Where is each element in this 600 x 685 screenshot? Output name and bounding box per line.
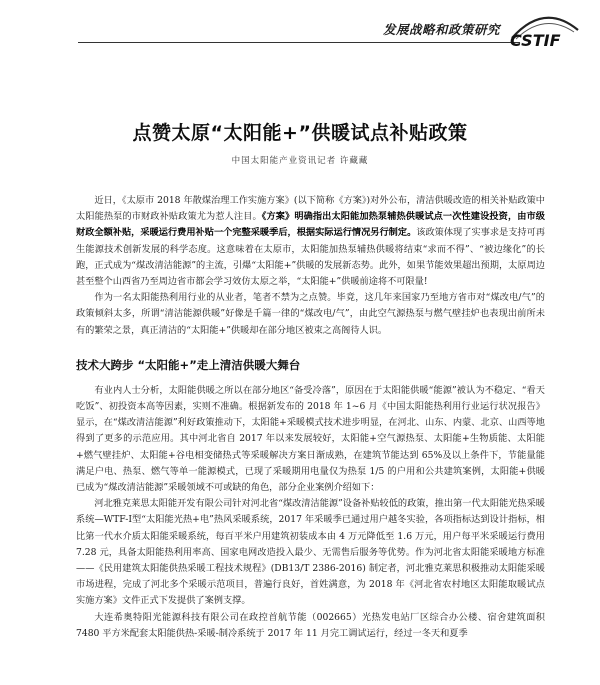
- section-title: 发展战略和政策研究: [382, 22, 500, 37]
- article-author: 中国太阳能产业资讯记者 许藏藏: [231, 156, 369, 166]
- header-rule: [78, 42, 520, 43]
- page-header: [78, 6, 582, 52]
- paragraph-4: 河北雅克莱思太阳能开发有限公司针对河北省“煤改清洁能源”设备补贴较低的政策，推出第一代太阳能光热采暖系统—WTF-Ⅰ型“太阳能光热+电”热风采暖系统，2017 年采暖季已通过用户越冬实验，各项指标达到设计指标，相比第一代水介质太阳能采暖系统，每百平米户用建筑初装成本由 4 万元降低至 1.6 万元，用户每平米采暖运行费用 7.28 元，具备太阳能热利用率高、国家电网改造投入最少、无需售后服务等优势。作为河北省太阳能采暖地方标准——《民用建筑太阳能供热采暖工程技术规程》(DB13/T 2386-2016) 制定者，河北雅克莱思积极推动太阳能采暖市场进程，完成了河北多个采暖示范项目，普遍行良好，首姓满意，为 2018 年《河北省农村地区太阳能取暖试点实施方案》文件正式下发提供了案例支撑。: [76, 498, 545, 607]
- cstif-logo: [506, 8, 582, 50]
- paragraph-3: 有业内人士分析，太阳能供暖之所以在部分地区“备受冷落”，原因在于太阳能供暖“能源”被认为不稳定、“看天吃饭”、初投资本高等因素，实则不准确。根据新发布的 2018 年 1~6 月《中国太阳能热利用行业运行状况报告》显示，在“煤改清洁能源”利好政策推动下，太阳能+采暖模式技术进步明显，在河北、山东、内蒙、北京、山西等地得到了更多的示范应用。其中河北省自 2017 年以来发展较好，太阳能+空气源热泵、太阳能+生物质能、太阳能+燃气壁挂炉、太阳能+谷电相变储热式等采暖解决方案日渐成熟，在建筑节能达到 65%及以上条件下，节能量能满足户电、热泵、燃气等单一能源模式，已现了采暖期用电量仅为热泵 1/5 的户用和公共建筑案例，太阳能+供暖已成为“煤改清洁能源”采暖领域不可或缺的角色，部分企业案例介绍如下：: [76, 384, 545, 494]
- article-body: [76, 193, 545, 642]
- paragraph-1-lead: 近日，《太原市 2018 年散煤治理工作实施方案》(以下简称《方案》)对外公布，清洁供暖改造的相关补贴政策中太阳能热泵的市财政补贴政策尤为惹人注目。: [76, 195, 545, 223]
- paragraph-5: 大连希奥特阳光能源科技有限公司在政控首航节能（002665）光热发电站厂区综合办公楼、宿舍建筑面积 7480 平方米配套太阳能供热-采暖-制冷系统于 2017 年 11 月完工调试运行，经过一冬天和夏季: [76, 611, 545, 639]
- paragraph-1-bold: 《方案》明确指出太阳能加热泵辅热供暖试点一次性建设投资，由市级财政全额补贴，采暖运行费用补贴一个完整采暖季后，根据实际运行情况另行制定。: [76, 211, 545, 239]
- paragraph-1-tail: 该政策体现了实事求是支持可再生能源技术创新发展的科学态度。这意味着在太原市，太阳能加热泵辅热供暖将结束“求而不得”、“被边缘化”的长跑，正式成为“煤改清洁能源”的主流，引爆“太阳能+”供暖的发展新态势。此外，如果节能效果超出预期，太原周边甚至整个山西省乃至周边省市都会学习效仿太原之举，“太阳能+”供暖前途将不可限量!: [76, 227, 546, 288]
- article-title: 点赞太原“太阳能+”供暖试点补贴政策: [132, 122, 468, 144]
- paragraph-2: 作为一名太阳能热利用行业的从业者，笔者不禁为之点赞。毕竟，这几年来国家乃至地方省市对“煤改电/气”的政策倾斜太多，所谓“清洁能源供暖”好像是千篇一律的“煤改电/气”，由此空气源热泵与燃气壁挂炉也表现出前所未有的繁荣之景，真正清洁的“太阳能+”供暖却在部分地区被束之高阁待人识。: [76, 292, 545, 336]
- section-heading: 技术大跨步 “太阳能+”走上清洁供暖大舞台: [76, 357, 301, 372]
- logo-text: CSTIF: [510, 31, 561, 50]
- paragraph-1: [76, 193, 545, 290]
